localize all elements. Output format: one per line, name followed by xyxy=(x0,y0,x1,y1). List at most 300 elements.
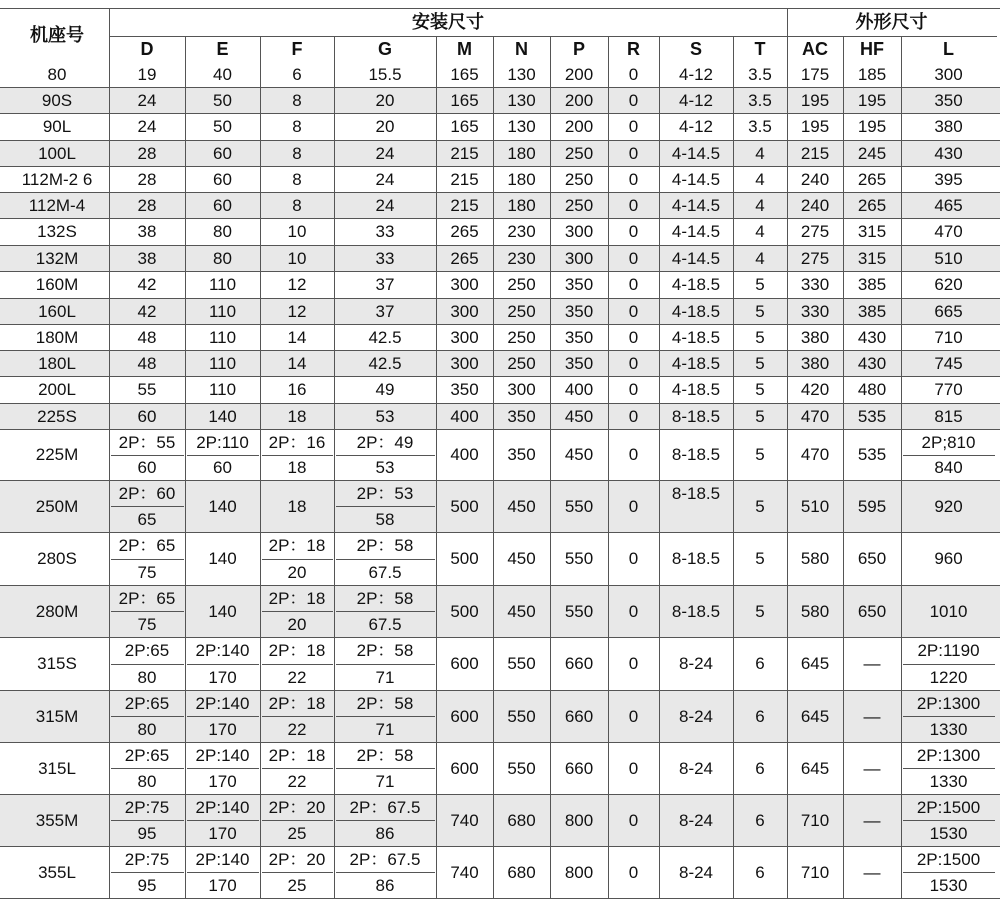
cell-m: 400 xyxy=(450,406,479,426)
cell-d-2p: 2P：65 xyxy=(118,588,176,608)
grid-line xyxy=(608,61,609,898)
grid-line xyxy=(334,61,335,898)
cell-d: 24 xyxy=(137,117,157,136)
cell-t: 3.5 xyxy=(748,90,772,110)
grid-line xyxy=(843,61,844,898)
cell-p: 800 xyxy=(564,862,594,882)
cell-m: 265 xyxy=(450,248,479,268)
cell-g: 42.5 xyxy=(368,353,402,373)
cell-ac: 645 xyxy=(800,654,830,673)
cell-r: 0 xyxy=(628,169,639,189)
cell-ac: 195 xyxy=(800,90,830,110)
cell-g-2p: 2P：58 xyxy=(356,641,414,660)
cell-s: 4-18.5 xyxy=(671,301,721,321)
cell-ac: 580 xyxy=(800,549,830,568)
cell-f-2p: 2P：18 xyxy=(268,536,326,555)
cell-n: 550 xyxy=(507,706,536,726)
cell-ac: 710 xyxy=(800,810,830,830)
cell-l: 665 xyxy=(934,301,963,321)
cell-frame: 90L xyxy=(42,117,72,136)
cell-e: 170 xyxy=(208,875,237,895)
header-outline-group: 外形尺寸 xyxy=(855,12,928,32)
cell-ac: 470 xyxy=(800,445,830,464)
cell-s: 8-24 xyxy=(678,862,714,882)
cell-d: 28 xyxy=(137,143,157,163)
cell-n: 250 xyxy=(507,327,536,347)
cell-p: 350 xyxy=(564,353,594,373)
cell-t: 5 xyxy=(755,445,765,464)
cell-d-2p: 2P:65 xyxy=(124,693,170,713)
cell-frame: 160M xyxy=(35,275,79,294)
cell-t: 4 xyxy=(755,195,765,215)
cell-f: 22 xyxy=(287,771,307,791)
cell-e: 170 xyxy=(208,823,237,843)
cell-hf: 535 xyxy=(857,406,887,426)
grid-line xyxy=(187,455,259,456)
cell-g: 71 xyxy=(375,771,395,791)
cell-s: 8-24 xyxy=(678,810,714,830)
grid-line xyxy=(608,36,609,61)
cell-t: 5 xyxy=(755,353,765,373)
cell-p: 200 xyxy=(564,117,594,136)
cell-g: 24 xyxy=(375,195,395,215)
cell-e: 140 xyxy=(208,601,237,621)
cell-f: 18 xyxy=(287,458,307,477)
grid-line xyxy=(336,559,435,560)
cell-m: 600 xyxy=(450,758,479,778)
cell-d: 42 xyxy=(137,275,157,294)
cell-g: 37 xyxy=(375,301,395,321)
grid-line xyxy=(787,61,788,898)
cell-l: 510 xyxy=(934,248,963,268)
cell-frame: 180M xyxy=(35,327,79,347)
cell-d: 48 xyxy=(137,353,157,373)
cell-f: 8 xyxy=(292,143,302,163)
cell-ac: 215 xyxy=(800,143,830,163)
cell-m: 500 xyxy=(450,549,479,568)
cell-r: 0 xyxy=(628,406,639,426)
cell-e: 140 xyxy=(208,549,237,568)
cell-r: 0 xyxy=(628,601,639,621)
cell-d: 95 xyxy=(137,823,157,843)
cell-l-2p: 2P:1300 xyxy=(916,693,981,713)
cell-n: 230 xyxy=(507,222,536,241)
cell-n: 680 xyxy=(507,862,536,882)
grid-line xyxy=(336,768,435,769)
cell-g: 24 xyxy=(375,143,395,163)
cell-m: 165 xyxy=(450,64,479,84)
grid-line xyxy=(550,61,551,898)
cell-m: 215 xyxy=(450,143,479,163)
cell-r: 0 xyxy=(628,654,639,673)
cell-t: 6 xyxy=(755,758,765,778)
cell-s: 4-18.5 xyxy=(671,380,721,399)
cell-hf: 430 xyxy=(857,327,887,347)
cell-e-2p: 2P:140 xyxy=(195,797,250,817)
cell-d: 80 xyxy=(137,667,157,687)
cell-r: 0 xyxy=(628,445,639,464)
cell-r: 0 xyxy=(628,275,639,294)
cell-p: 450 xyxy=(564,445,594,464)
cell-e-2p: 2P:140 xyxy=(195,693,250,713)
cell-l: 350 xyxy=(934,90,963,110)
grid-line xyxy=(262,820,333,821)
cell-l: 960 xyxy=(934,549,963,568)
cell-e: 170 xyxy=(208,719,237,739)
grid-line xyxy=(336,664,435,665)
grid-line xyxy=(111,611,184,612)
cell-d: 28 xyxy=(137,195,157,215)
cell-m: 740 xyxy=(450,862,479,882)
cell-l-2p: 2P:1500 xyxy=(916,797,981,817)
cell-e: 60 xyxy=(213,169,232,189)
cell-e: 50 xyxy=(213,90,232,110)
grid-line xyxy=(111,820,184,821)
cell-f: 8 xyxy=(292,117,302,136)
cell-s: 8-24 xyxy=(678,706,714,726)
cell-s: 4-18.5 xyxy=(671,275,721,294)
cell-t: 4 xyxy=(755,248,765,268)
cell-s: 4-12 xyxy=(678,117,714,136)
cell-m: 350 xyxy=(450,380,479,399)
cell-t: 5 xyxy=(755,301,765,321)
cell-p: 800 xyxy=(564,810,594,830)
cell-m: 500 xyxy=(450,601,479,621)
grid-line xyxy=(262,716,333,717)
grid-line xyxy=(111,768,184,769)
column-header-e: E xyxy=(216,38,229,59)
cell-t: 5 xyxy=(755,327,765,347)
grid-line xyxy=(733,61,734,898)
cell-s: 8-24 xyxy=(678,758,714,778)
cell-hf: — xyxy=(863,706,881,726)
cell-frame: 280S xyxy=(37,549,77,568)
cell-l: 380 xyxy=(934,117,963,136)
cell-d: 38 xyxy=(137,222,157,241)
cell-g: 58 xyxy=(375,509,395,529)
cell-n: 250 xyxy=(507,301,536,321)
cell-e: 170 xyxy=(208,667,237,687)
cell-hf: — xyxy=(863,862,881,882)
cell-d: 48 xyxy=(137,327,157,347)
cell-p: 400 xyxy=(564,380,594,399)
cell-ac: 275 xyxy=(800,248,830,268)
cell-n: 450 xyxy=(507,549,536,568)
cell-frame: 315M xyxy=(35,706,79,726)
cell-g-2p: 2P：58 xyxy=(356,536,414,555)
cell-hf: 385 xyxy=(857,275,887,294)
cell-n: 680 xyxy=(507,810,536,830)
cell-s: 4-18.5 xyxy=(671,353,721,373)
column-header-r: R xyxy=(627,38,640,59)
cell-p: 550 xyxy=(564,496,594,516)
cell-g: 71 xyxy=(375,719,395,739)
cell-n: 550 xyxy=(507,758,536,778)
cell-n: 450 xyxy=(507,496,536,516)
cell-ac: 510 xyxy=(800,496,830,516)
cell-g-2p: 2P：49 xyxy=(356,432,414,452)
cell-f: 25 xyxy=(287,875,307,895)
cell-s: 8-18.5 xyxy=(671,601,721,621)
grid-line xyxy=(0,8,1000,9)
cell-p: 200 xyxy=(564,90,594,110)
cell-l: 770 xyxy=(934,380,963,399)
grid-line xyxy=(901,61,902,898)
cell-m: 600 xyxy=(450,706,479,726)
cell-d: 75 xyxy=(137,562,157,582)
cell-d: 38 xyxy=(137,248,157,268)
cell-p: 300 xyxy=(564,248,594,268)
cell-hf: 315 xyxy=(857,248,887,268)
cell-p: 350 xyxy=(564,301,594,321)
cell-hf: — xyxy=(863,810,881,830)
cell-l: 920 xyxy=(934,496,963,516)
cell-e: 60 xyxy=(213,458,232,477)
grid-line xyxy=(111,506,184,507)
cell-l-2p: 2P;810 xyxy=(921,432,976,452)
cell-frame: 100L xyxy=(38,143,76,163)
cell-ac: 240 xyxy=(800,169,830,189)
cell-d-2p: 2P：65 xyxy=(118,536,176,555)
grid-line xyxy=(843,36,844,61)
cell-r: 0 xyxy=(628,222,639,241)
grid-line xyxy=(336,716,435,717)
cell-n: 350 xyxy=(507,406,536,426)
grid-line xyxy=(111,559,184,560)
cell-f-2p: 2P：18 xyxy=(268,641,326,660)
cell-t: 4 xyxy=(755,169,765,189)
cell-f: 22 xyxy=(287,719,307,739)
cell-r: 0 xyxy=(628,353,639,373)
cell-ac: 710 xyxy=(800,862,830,882)
cell-n: 180 xyxy=(507,169,536,189)
grid-line xyxy=(262,768,333,769)
cell-n: 250 xyxy=(507,275,536,294)
cell-f: 10 xyxy=(287,248,307,268)
cell-s: 4-14.5 xyxy=(671,248,721,268)
grid-line xyxy=(262,872,333,873)
grid-line xyxy=(903,664,995,665)
cell-hf: 245 xyxy=(857,143,887,163)
cell-ac: 380 xyxy=(800,327,830,347)
cell-n: 130 xyxy=(507,64,536,84)
cell-l: 1220 xyxy=(929,667,968,687)
cell-g: 86 xyxy=(375,875,395,895)
grid-line xyxy=(903,820,995,821)
cell-n: 130 xyxy=(507,117,536,136)
cell-r: 0 xyxy=(628,810,639,830)
cell-t: 5 xyxy=(755,275,765,294)
cell-l: 815 xyxy=(934,406,963,426)
cell-s: 4-14.5 xyxy=(671,169,721,189)
cell-g-2p: 2P：58 xyxy=(356,693,414,713)
cell-f: 20 xyxy=(287,614,307,634)
cell-g: 53 xyxy=(375,458,395,477)
cell-g: 20 xyxy=(375,90,395,110)
cell-g: 20 xyxy=(375,117,395,136)
cell-hf: 265 xyxy=(857,195,887,215)
cell-frame: 112M-2 6 xyxy=(21,169,93,189)
cell-l: 1530 xyxy=(929,823,968,843)
grid-line xyxy=(187,820,259,821)
cell-t: 6 xyxy=(755,862,765,882)
cell-hf: 480 xyxy=(857,380,887,399)
cell-d-2p: 2P:65 xyxy=(124,641,170,660)
cell-g: 67.5 xyxy=(368,562,402,582)
cell-m: 300 xyxy=(450,301,479,321)
cell-p: 250 xyxy=(564,143,594,163)
cell-d: 65 xyxy=(137,509,157,529)
cell-e-2p: 2P:110 xyxy=(196,432,249,452)
cell-ac: 470 xyxy=(800,406,830,426)
cell-r: 0 xyxy=(628,758,639,778)
column-header-l: L xyxy=(943,38,954,59)
cell-g: 33 xyxy=(375,222,395,241)
cell-e: 110 xyxy=(208,275,237,294)
cell-e: 110 xyxy=(208,353,237,373)
cell-g: 33 xyxy=(375,248,395,268)
grid-line xyxy=(733,36,734,61)
cell-f: 16 xyxy=(287,380,307,399)
cell-m: 400 xyxy=(450,445,479,464)
grid-line xyxy=(436,36,437,61)
cell-e: 60 xyxy=(213,143,232,163)
cell-g-2p: 2P：53 xyxy=(356,483,414,503)
cell-t: 6 xyxy=(755,810,765,830)
cell-l: 1530 xyxy=(929,875,968,895)
cell-g: 53 xyxy=(375,406,395,426)
cell-l: 840 xyxy=(934,458,963,477)
cell-g-2p: 2P：67.5 xyxy=(349,849,421,869)
cell-l: 1330 xyxy=(929,771,968,791)
cell-d: 28 xyxy=(137,169,157,189)
cell-d-2p: 2P：60 xyxy=(118,483,176,503)
grid-line xyxy=(109,61,110,898)
cell-f: 14 xyxy=(287,353,307,373)
cell-m: 740 xyxy=(450,810,479,830)
cell-frame: 250M xyxy=(35,496,79,516)
cell-l: 1330 xyxy=(929,719,968,739)
cell-r: 0 xyxy=(628,380,639,399)
cell-p: 300 xyxy=(564,222,594,241)
cell-e: 110 xyxy=(208,301,237,321)
grid-line xyxy=(260,61,261,898)
cell-s: 4-18.5 xyxy=(671,327,721,347)
cell-l: 620 xyxy=(934,275,963,294)
cell-n: 130 xyxy=(507,90,536,110)
cell-frame: 355L xyxy=(38,862,76,882)
grid-line xyxy=(336,872,435,873)
cell-r: 0 xyxy=(628,90,639,110)
cell-ac: 420 xyxy=(800,380,830,399)
cell-d: 42 xyxy=(137,301,157,321)
grid-line xyxy=(262,611,333,612)
cell-d: 19 xyxy=(137,64,157,84)
cell-hf: 430 xyxy=(857,353,887,373)
cell-r: 0 xyxy=(628,862,639,882)
cell-l: 300 xyxy=(934,64,963,84)
grid-line xyxy=(436,61,437,898)
cell-m: 215 xyxy=(450,195,479,215)
grid-line xyxy=(111,872,184,873)
cell-s: 8-18.5 xyxy=(671,445,721,464)
grid-line xyxy=(185,36,186,61)
cell-t: 3.5 xyxy=(748,64,772,84)
cell-t: 6 xyxy=(755,706,765,726)
cell-hf: — xyxy=(863,654,881,673)
cell-frame: 112M-4 xyxy=(28,195,86,215)
cell-f-2p: 2P：20 xyxy=(268,797,326,817)
cell-f: 8 xyxy=(292,169,302,189)
cell-p: 550 xyxy=(564,549,594,568)
cell-e-2p: 2P:140 xyxy=(195,849,250,869)
cell-l: 1010 xyxy=(929,601,968,621)
grid-line xyxy=(903,716,995,717)
cell-m: 165 xyxy=(450,117,479,136)
cell-s: 4-12 xyxy=(678,64,714,84)
cell-r: 0 xyxy=(628,706,639,726)
cell-d: 80 xyxy=(137,771,157,791)
cell-t: 3.5 xyxy=(748,117,772,136)
cell-p: 660 xyxy=(564,654,594,673)
cell-e: 110 xyxy=(208,327,237,347)
cell-e: 50 xyxy=(213,117,232,136)
cell-ac: 645 xyxy=(800,758,830,778)
grid-line xyxy=(260,36,261,61)
cell-frame: 160L xyxy=(38,301,76,321)
cell-n: 230 xyxy=(507,248,536,268)
cell-p: 250 xyxy=(564,169,594,189)
cell-frame: 132M xyxy=(35,248,79,268)
cell-hf: 315 xyxy=(857,222,887,241)
grid-line xyxy=(111,716,184,717)
cell-r: 0 xyxy=(628,496,639,516)
cell-t: 5 xyxy=(755,549,765,568)
cell-n: 550 xyxy=(507,654,536,673)
cell-l-2p: 2P:1500 xyxy=(916,849,981,869)
cell-n: 250 xyxy=(507,353,536,373)
column-header-ac: AC xyxy=(802,38,828,59)
cell-l: 430 xyxy=(934,143,963,163)
cell-frame: 315L xyxy=(38,758,76,778)
grid-line xyxy=(336,820,435,821)
cell-frame: 315S xyxy=(37,654,77,673)
cell-ac: 580 xyxy=(800,601,830,621)
grid-line xyxy=(336,611,435,612)
grid-line xyxy=(109,36,997,37)
cell-f: 12 xyxy=(287,301,307,321)
cell-e: 140 xyxy=(208,496,237,516)
cell-frame: 355M xyxy=(35,810,79,830)
column-header-t: T xyxy=(754,38,766,59)
column-header-p: P xyxy=(572,38,585,59)
column-header-g: G xyxy=(377,38,392,59)
grid-line xyxy=(550,36,551,61)
cell-g: 24 xyxy=(375,169,395,189)
cell-p: 660 xyxy=(564,706,594,726)
cell-f: 18 xyxy=(287,496,307,516)
cell-f: 22 xyxy=(287,667,307,687)
cell-s: 4-12 xyxy=(678,90,714,110)
cell-ac: 240 xyxy=(800,195,830,215)
cell-frame: 90S xyxy=(41,90,73,110)
cell-p: 200 xyxy=(564,64,594,84)
grid-line xyxy=(903,768,995,769)
cell-e: 60 xyxy=(213,195,232,215)
cell-p: 350 xyxy=(564,327,594,347)
grid-line xyxy=(111,455,184,456)
grid-line xyxy=(187,872,259,873)
